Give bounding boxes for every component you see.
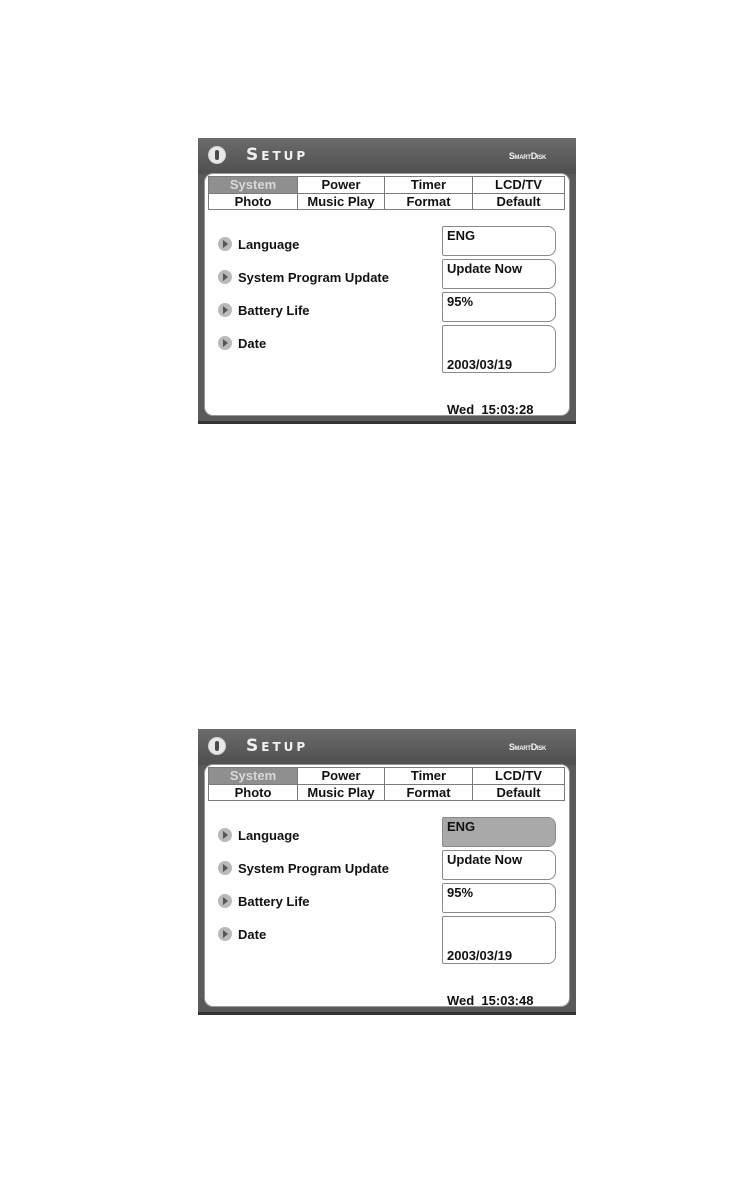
tab-bar xyxy=(208,767,565,801)
setting-item-date[interactable] xyxy=(218,333,266,353)
setting-item-system-program-update[interactable] xyxy=(218,858,389,878)
time-line: Wed 15:03:28 xyxy=(447,402,534,417)
bottom-edge xyxy=(198,421,576,424)
tab-default[interactable]: Default xyxy=(496,194,541,209)
setting-label: Date xyxy=(238,926,267,942)
setting-item-system-program-update[interactable] xyxy=(218,267,389,287)
setup-logo-icon xyxy=(208,737,226,755)
arrow-bullet-icon xyxy=(218,237,232,251)
update-value[interactable]: Update Now xyxy=(442,259,556,289)
setting-item-battery-life[interactable] xyxy=(218,300,310,320)
arrow-bullet-icon xyxy=(218,927,232,941)
time-line: Wed 15:03:48 xyxy=(447,993,534,1008)
date-value[interactable] xyxy=(442,916,556,1008)
setting-label: Date xyxy=(238,335,267,351)
tab-format[interactable]: Format xyxy=(385,194,473,210)
arrow-bullet-icon xyxy=(218,303,232,317)
update-value[interactable]: Update Now xyxy=(442,850,556,880)
arrow-bullet-icon xyxy=(218,270,232,284)
tab-row-1 xyxy=(209,768,564,784)
tab-bar xyxy=(208,176,565,210)
setting-item-language[interactable] xyxy=(218,234,299,254)
arrow-bullet-icon xyxy=(218,336,232,350)
brand-logo: SmartDisk xyxy=(508,742,546,752)
tab-row-2 xyxy=(209,193,564,210)
tab-row-1 xyxy=(209,177,564,193)
date-line: 2003/03/19 xyxy=(447,948,513,963)
date-line: 2003/03/19 xyxy=(447,357,513,372)
setting-item-date[interactable] xyxy=(218,924,266,944)
setup-title: Setup xyxy=(246,145,309,165)
language-value-highlighted[interactable]: ENG xyxy=(442,817,556,847)
setting-label: System Program Update xyxy=(238,269,389,285)
tab-lcd-tv[interactable]: LCD/TV xyxy=(495,177,542,192)
setup-header xyxy=(198,729,576,765)
tab-default[interactable]: Default xyxy=(496,785,541,800)
tab-photo[interactable]: Photo xyxy=(209,194,298,210)
arrow-bullet-icon xyxy=(218,894,232,908)
setting-label: Battery Life xyxy=(238,302,310,318)
setting-label: System Program Update xyxy=(238,860,389,876)
setup-header xyxy=(198,138,576,174)
arrow-bullet-icon xyxy=(218,828,232,842)
tab-format[interactable]: Format xyxy=(385,785,473,801)
setup-screen-1 xyxy=(198,138,576,424)
tab-system[interactable]: System xyxy=(209,177,298,193)
brand-logo: SmartDisk xyxy=(508,151,546,161)
tab-power[interactable]: Power xyxy=(298,768,385,784)
bottom-edge xyxy=(198,1012,576,1015)
setting-label: Language xyxy=(238,827,300,843)
setup-title: Setup xyxy=(246,736,309,756)
tab-power[interactable]: Power xyxy=(298,177,385,193)
setup-panel xyxy=(204,173,570,416)
setup-screen-2 xyxy=(198,729,576,1015)
setup-logo-icon xyxy=(208,146,226,164)
setting-item-language[interactable] xyxy=(218,825,299,845)
setting-label: Language xyxy=(238,236,300,252)
tab-timer[interactable]: Timer xyxy=(385,768,473,784)
battery-value[interactable]: 95% xyxy=(442,292,556,322)
tab-music-play[interactable]: Music Play xyxy=(298,194,385,210)
tab-lcd-tv[interactable]: LCD/TV xyxy=(495,768,542,783)
tab-row-2 xyxy=(209,784,564,801)
language-value[interactable]: ENG xyxy=(442,226,556,256)
arrow-bullet-icon xyxy=(218,861,232,875)
tab-timer[interactable]: Timer xyxy=(385,177,473,193)
tab-system[interactable]: System xyxy=(209,768,298,784)
tab-photo[interactable]: Photo xyxy=(209,785,298,801)
battery-value[interactable]: 95% xyxy=(442,883,556,913)
setting-item-battery-life[interactable] xyxy=(218,891,310,911)
date-value[interactable] xyxy=(442,325,556,417)
setting-label: Battery Life xyxy=(238,893,310,909)
setup-panel xyxy=(204,764,570,1007)
tab-music-play[interactable]: Music Play xyxy=(298,785,385,801)
